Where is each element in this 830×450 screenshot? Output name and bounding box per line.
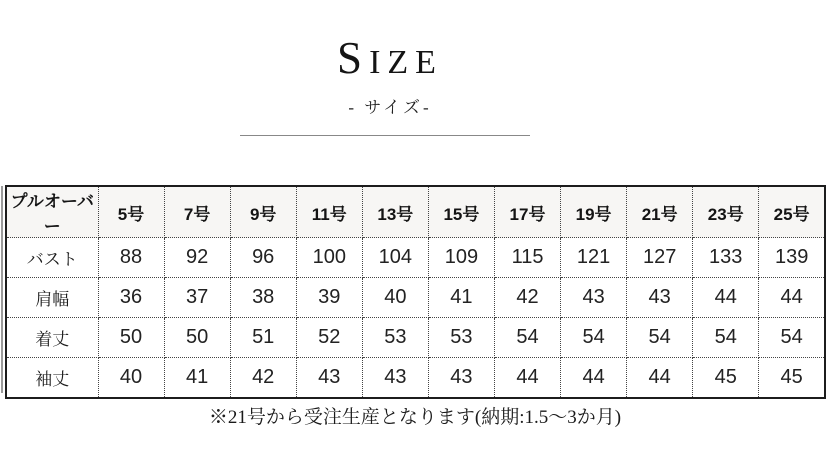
measurement-value-cell: 121 [561,238,627,278]
measurement-value-cell: 43 [296,358,362,399]
measurement-value-cell: 133 [693,238,759,278]
divider-line [240,135,530,136]
measurement-value-cell: 100 [296,238,362,278]
measurement-value-cell: 54 [693,318,759,358]
measurement-value-cell: 54 [494,318,560,358]
measurement-value-cell: 50 [98,318,164,358]
measurement-value-cell: 44 [627,358,693,399]
measurement-label: 着丈 [6,318,98,358]
measurement-value-cell: 88 [98,238,164,278]
measurement-label: 袖丈 [6,358,98,399]
measurement-value-cell: 42 [230,358,296,399]
size-column-header: 19号 [561,186,627,238]
measurement-row [6,238,825,278]
measurement-value-cell: 139 [759,238,825,278]
measurement-value-cell: 45 [693,358,759,399]
measurement-value-cell: 51 [230,318,296,358]
measurement-value-cell: 54 [561,318,627,358]
measurement-value-cell: 92 [164,238,230,278]
size-table-header-row [6,186,825,238]
measurement-value-cell: 38 [230,278,296,318]
measurement-value-cell: 40 [362,278,428,318]
measurement-value-cell: 54 [759,318,825,358]
measurement-value-cell: 104 [362,238,428,278]
measurement-value-cell: 40 [98,358,164,399]
size-table [5,185,826,399]
size-column-header: 15号 [428,186,494,238]
measurement-value-cell: 50 [164,318,230,358]
measurement-value-cell: 115 [494,238,560,278]
measurement-label: バスト [6,238,98,278]
measurement-value-cell: 53 [428,318,494,358]
measurement-value-cell: 44 [693,278,759,318]
size-column-header: 23号 [693,186,759,238]
measurement-value-cell: 41 [164,358,230,399]
measurement-value-cell: 43 [561,278,627,318]
measurement-value-cell: 42 [494,278,560,318]
measurement-value-cell: 43 [627,278,693,318]
corner-header-cell: プルオーバー [6,186,98,238]
measurement-value-cell: 54 [627,318,693,358]
size-column-header: 9号 [230,186,296,238]
measurement-label: 肩幅 [6,278,98,318]
size-column-header: 25号 [759,186,825,238]
header [0,30,780,118]
measurement-value-cell: 37 [164,278,230,318]
measurement-value-cell: 127 [627,238,693,278]
measurement-value-cell: 44 [561,358,627,399]
measurement-value-cell: 44 [759,278,825,318]
measurement-row [6,278,825,318]
footer-note: ※21号から受注生産となります(納期:1.5〜3か月) [208,407,622,428]
measurement-value-cell: 43 [428,358,494,399]
measurement-value-cell: 96 [230,238,296,278]
size-column-header: 17号 [494,186,560,238]
measurement-value-cell: 53 [362,318,428,358]
size-column-header: 13号 [362,186,428,238]
measurement-value-cell: 41 [428,278,494,318]
measurement-value-cell: 39 [296,278,362,318]
measurement-value-cell: 52 [296,318,362,358]
page-subtitle: - サイズ- [348,98,432,118]
size-column-header: 5号 [98,186,164,238]
measurement-value-cell: 44 [494,358,560,399]
size-column-header: 7号 [164,186,230,238]
measurement-row [6,358,825,399]
size-column-header: 11号 [296,186,362,238]
measurement-value-cell: 109 [428,238,494,278]
size-column-header: 21号 [627,186,693,238]
measurement-value-cell: 45 [759,358,825,399]
left-edge-line [1,186,3,393]
measurement-value-cell: 36 [98,278,164,318]
measurement-value-cell: 43 [362,358,428,399]
measurement-row [6,318,825,358]
page-title: SIZE [337,33,443,83]
